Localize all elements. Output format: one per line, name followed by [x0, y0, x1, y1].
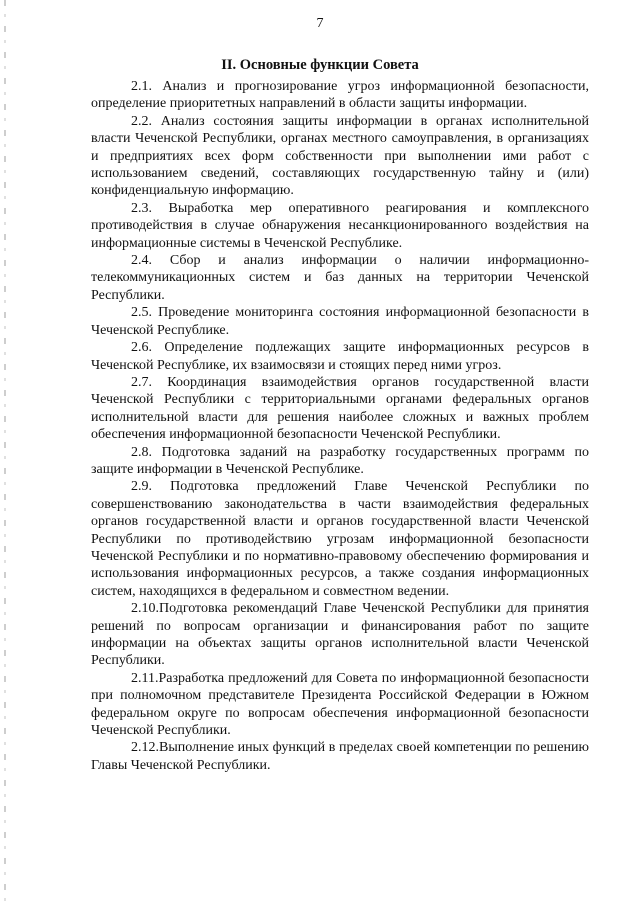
paragraph-2-3: 2.3. Выработка мер оперативного реагирования и комплексного противодействия в случае обнаружения несанкционированного воздействия на информационные системы в Чеченской Республике. [91, 200, 589, 251]
document-body [91, 78, 589, 774]
page-number: 7 [316, 16, 324, 31]
paragraph-2-8: 2.8. Подготовка заданий на разработку государственных программ по защите информации в Чеченской Республике. [91, 444, 589, 477]
paragraph-2-11: 2.11.Разработка предложений для Совета по информационной безопасности при полномочном представителе Президента Российской Федерации в Южном федеральном округе по вопросам обеспечения информационной безопасности Чеченской Республики. [91, 670, 589, 739]
paragraph-2-6: 2.6. Определение подлежащих защите информационных ресурсов в Чеченской Республике, их взаимосвязи и стоящих перед ними угроз. [91, 340, 589, 373]
section-title: II. Основные функции Совета [221, 57, 419, 73]
paragraph-2-2: 2.2. Анализ состояния защиты информации в органах исполнительной власти Чеченской Республики, органах местного самоуправления, в организациях и предприятиях всех форм собственности при выполнении ими работ с использованием сведений, составляющих государственную тайну и (или) конфиденциальную информацию. [91, 113, 589, 199]
paragraph-2-4: 2.4. Сбор и анализ информации о наличии информационно-телекоммуникационных систем и баз данных на территории Чеченской Республики. [91, 253, 589, 303]
paragraph-2-5: 2.5. Проведение мониторинга состояния информационной безопасности в Чеченской Республике. [91, 305, 589, 338]
paragraph-2-9: 2.9. Подготовка предложений Главе Чеченской Республики по совершенствованию законодательства в части взаимодействия федеральных органов государственной власти и органов государственной власти Чеченской Республики по противодействию угрозам информационной безопасности Чеченской Республики и по нормативно-правовому обеспечению формирования и использования информационных ресурсов, а также создания информационных систем, находящихся в федеральном и совместном ведении. [91, 479, 589, 599]
scan-edge-artifact [4, 0, 6, 905]
paragraph-2-10: 2.10.Подготовка рекомендаций Главе Чеченской Республики для принятия решений по вопросам организации и финансирования работ по защите информации на объектах защиты органов исполнительной власти Чеченской Республики. [91, 601, 589, 669]
paragraph-2-1: 2.1. Анализ и прогнозирование угроз информационной безопасности, определение приоритетных направлений в области защиты информации. [91, 79, 589, 112]
paragraph-2-7: 2.7. Координация взаимодействия органов государственной власти Чеченской Республики с территориальными органами федеральных органов исполнительной власти для решения наиболее сложных и важных проблем обеспечения информационной безопасности Чеченской Республики. [91, 374, 589, 443]
paragraph-2-12: 2.12.Выполнение иных функций в пределах своей компетенции по решению Главы Чеченской Республики. [91, 740, 589, 773]
